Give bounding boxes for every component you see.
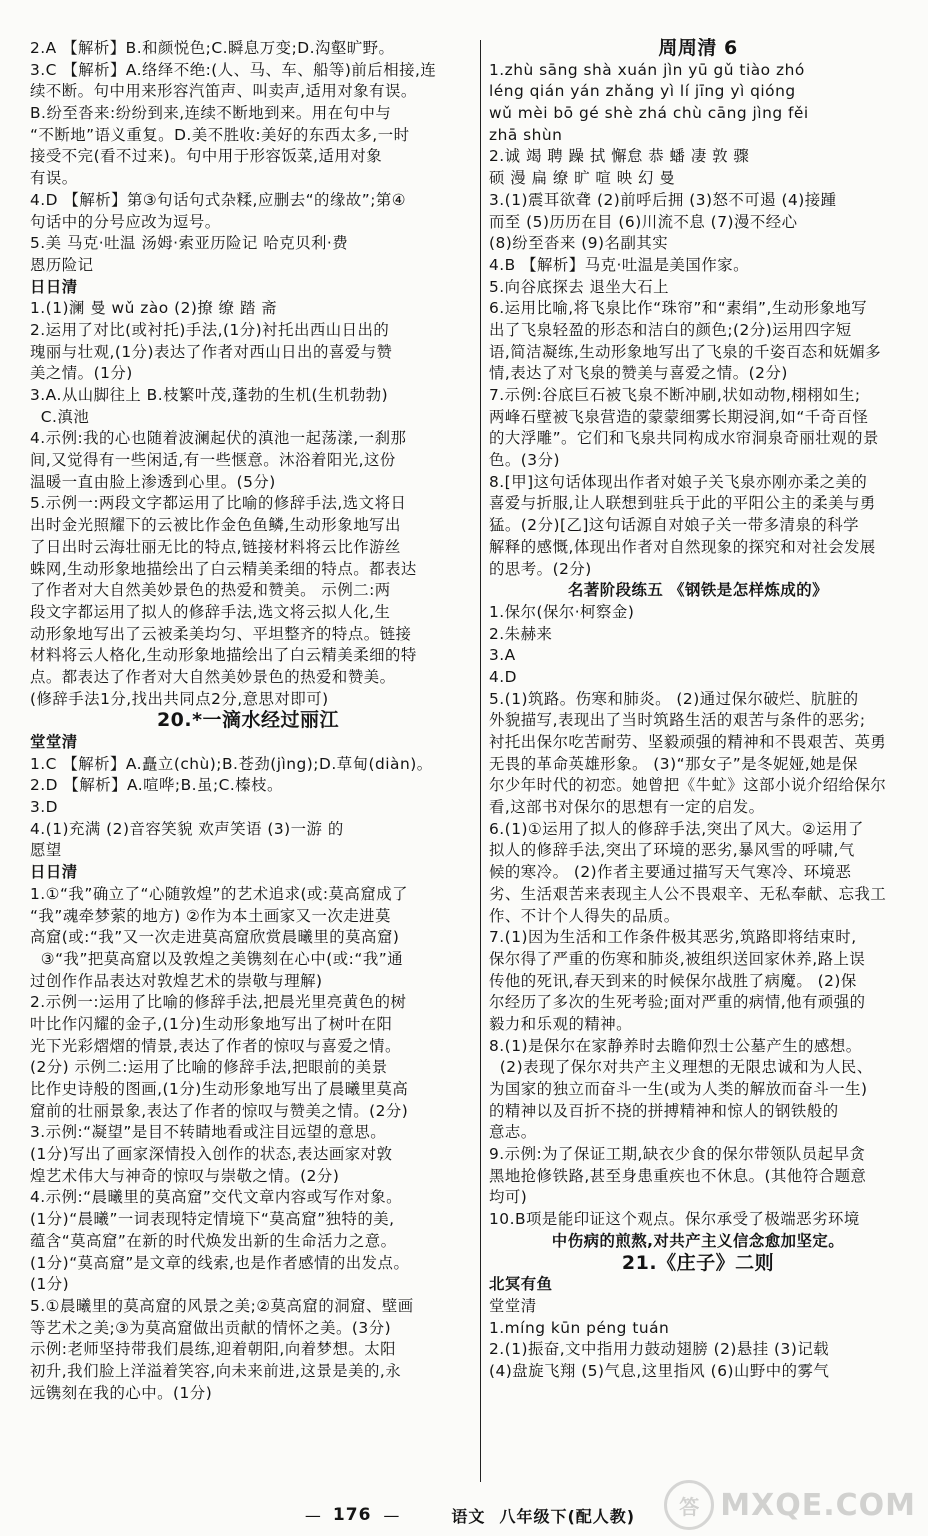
answer-line: 日日清 [30,863,78,882]
answer-line: 2.(1)振奋,文中指用力鼓动翅膀 (2)悬挂 (3)记载 [489,1340,830,1359]
answer-line: 4.B 【解析】马克·吐温是美国作家。 [489,255,749,274]
answer-line: 1.zhù sāng shà xuán jìn yū gǔ tiào zhó [489,60,805,79]
answer-line: 尔经历了多次的生死考验;面对严重的病情,他有顽强的 [489,993,866,1012]
left-column [30,38,466,1492]
answer-line: 恩历险记 [30,255,94,274]
answer-line: 2.诚 竭 聘 躁 拭 懈怠 恭 蟠 凄 敦 骤 [489,147,750,166]
answer-line: “不断地”语义重复。D.美不胜收:美好的东西太多,一时 [30,125,410,144]
answer-line: 愿望 [30,841,62,860]
answer-line: 点。都表达了作者对大自然美妙景色的热爱和赞美。 [30,667,396,686]
answer-line: 4.示例:“晨曦里的莫高窟”交代文章内容或写作对象。 [30,1188,403,1207]
answer-line: 材料将云人格化,生动形象地描绘出了白云精美柔细的特 [30,646,417,665]
answer-line: 初升,我们脸上洋溢着笑容,向未来前进,这景是美的,永 [30,1361,402,1380]
answer-line: (2)表现了保尔对共产主义理想的无限忠诚和为人民、 [489,1058,873,1077]
answer-line: 无畏的革命英雄形象。 (3)“那女子”是冬妮娅,她是保 [489,754,858,773]
section-heading: 20.*一滴水经过丽江 [156,709,340,732]
answer-line: ③“我”把莫高窟以及敦煌之美镌刻在心中(或:“我”通 [30,949,404,968]
answer-line: 等艺术之美;③为莫高窟做出贡献的情怀之美。(3分) [30,1318,392,1337]
answer-line: 3.示例:“凝望”是目不转睛地看或注目远望的意思。 [30,1123,387,1142]
answer-line: (4)盘旋飞翔 (5)气息,这里指风 (6)山野中的雾气 [489,1361,830,1380]
answer-line: 解释的感慨,体现出作者对自然现象的探究和对社会发展 [489,537,876,556]
answer-line: 均可) [489,1188,528,1207]
answer-line: 4.(1)充满 (2)音容笑貌 欢声笑语 (3)一游 的 [30,819,344,838]
answer-line: 有误。 [30,169,78,188]
answer-line: 日日清 [30,277,78,296]
answer-line: 猛。(2分)[乙]这句话源自对娘子关一带多清泉的科学 [489,516,860,535]
footer-subject: 语文 [451,1506,486,1526]
answer-line: 的精神以及百折不挠的拼搏精神和惊人的钢铁般的 [489,1101,839,1120]
answer-line: 喜爱与折服,让人联想到驻兵于此的平阳公主的柔美与勇 [489,494,876,513]
answer-line: 色。(3分) [489,451,560,470]
answer-line: 6.(1)①运用了拟人的修辞手法,突出了风大。②运用了 [489,819,864,838]
answer-line: 了作者对大自然美妙景色的热爱和赞美。 示例二:两 [30,581,391,600]
answer-line: 堂堂清 [30,733,78,751]
answer-line: 的思考。(2分) [489,559,592,578]
answer-line: 情,表达了对飞泉的赞美与喜爱之情。(2分) [489,364,788,383]
answer-line: 3.(1)震耳欲聋 (2)前呼后拥 (3)怒不可遏 (4)接踵 [489,190,837,209]
answer-line: 1.保尔(保尔·柯察金) [489,602,635,621]
footer-grade: 八年级下(配人教) [499,1506,636,1526]
answer-line: 间,又觉得有一些闲适,有一些惬意。沐浴着阳光,这份 [30,451,396,470]
answer-line: 6.运用比喻,将飞泉比作“珠帘”和“素绢”,生动形象地写 [489,299,868,318]
answer-line: 外貌描写,表现出了当时筑路生活的艰苦与条件的恶劣; [489,711,866,730]
answer-line: 4.示例:我的心也随着波澜起伏的滇池一起荡漾,一刹那 [30,429,407,448]
answer-line: 意志。 [489,1123,537,1142]
answer-line: 8.(1)是保尔在家静养时去瞻仰烈士公墓产生的感想。 [489,1036,862,1055]
answer-line: (修辞手法1分,找出共同点2分,意思对即可) [30,689,329,708]
answer-line: 北冥有鱼 [489,1275,553,1294]
answer-line: “我”魂牵梦萦的地方) ②作为本土画家又一次走进莫 [30,906,391,925]
answer-line: 9.示例:为了保证工期,缺衣少食的保尔带领队员起早贪 [489,1145,866,1164]
answer-line: 7.(1)因为生活和工作条件极其恶劣,筑路即将结束时, [489,928,857,947]
answer-line: 续不断。句中用来形容汽笛声、叫卖声,适用对象有误。 [30,82,417,101]
answer-line: 4.D 【解析】第③句话句式杂糅,应删去“的缘故”;第④ [30,190,407,209]
answer-line: 高窟(或:“我”又一次走进莫高窟欣赏晨曦里的莫高窟) [30,928,400,947]
answer-line: 堂堂清 [489,1296,537,1315]
answer-line: (1分)“莫高窟”是文章的线索,也是作者感情的出发点。 [30,1253,410,1272]
answer-line: 蛛网,生动形象地描绘出了白云精美柔细的特点。都表达 [30,559,417,578]
answer-line: 衬托出保尔吃苦耐劳、坚毅顽强的精神和不畏艰苦、英勇 [489,733,887,751]
answer-line: 2.示例一:运用了比喻的修辞手法,把晨光里亮黄色的树 [30,993,407,1012]
answer-line: 3.D [30,798,59,817]
answer-line: 传他的死讯,春天到来的时候保尔战胜了病魔。 (2)保 [489,971,857,990]
answer-line: 光下光彩熠熠的情景,表达了作者的惊叹与喜爱之情。 [30,1036,401,1055]
answer-line: 而至 (5)历历在目 (6)川流不息 (7)漫不经心 [489,212,798,231]
answer-line: léng qián yán zhǎng yì lí jīng yì qióng [489,82,796,101]
answer-line: 比作史诗般的图画,(1分)生动形象地写出了晨曦里莫高 [30,1080,409,1098]
answer-line: 动形象地写出了云被柔美均匀、平坦整齐的特点。链接 [30,624,412,643]
answer-line: 2.朱赫来 [489,624,553,643]
answer-line: 作、不计个人得失的品质。 [489,906,680,925]
answer-line: 煌艺术伟大与神奇的惊叹与崇敬之情。(2分) [30,1166,340,1185]
answer-line: 出时金光照耀下的云被比作金色鱼鳞,生动形象地写出 [30,516,401,535]
watermark-text: MXQE.COM [720,1487,916,1523]
answer-line: 7.示例:谷底巨石被飞泉不断冲刷,状如动物,栩栩如生; [489,386,861,404]
answer-line: 8.[甲]这句话体现出作者对娘子关飞泉亦刚亦柔之美的 [489,472,868,491]
answer-line: 为国家的独立而奋斗一生(或为人类的解放而奋斗一生) [489,1080,868,1098]
answer-line: 看,这部书对保尔的思想有一定的启发。 [489,798,765,817]
answer-line: 两峰石壁被飞泉营造的蒙蒙细雾长期浸润,如“千奇百怪 [489,407,869,426]
answer-line: 美之情。(1分) [30,364,133,383]
section-heading: 周周清 6 [658,38,738,59]
answer-line: 1.①“我”确立了“心随敦煌”的艺术追求(或:莫高窟成了 [30,884,408,903]
answer-line: C.滇池 [30,407,90,426]
answer-line: 过创作作品表达对敦煌艺术的崇敬与理解) [30,971,323,990]
answer-line: 3.C 【解析】A.络绎不绝:(人、马、车、船等)前后相接,连 [30,60,437,79]
answer-line: 硕 漫 扁 缭 旷 喧 映 幻 曼 [489,169,676,188]
answer-line: 劣、生活艰苦来表现主人公不畏艰辛、无私奉献、忘我工 [489,884,887,903]
answer-line: 2.运用了对比(或衬托)手法,(1分)衬托出西山日出的 [30,320,390,339]
column-divider [480,40,481,1482]
answer-line: B.纷至沓来:纷纷到来,连续不断地到来。用在句中与 [30,104,392,123]
answer-line: (1分)写出了画家深情投入创作的状态,表达画家对敦 [30,1145,393,1164]
footer-dash-right: — [383,1505,400,1525]
footer-dash-left: — [304,1505,321,1525]
right-column [489,38,907,1492]
answer-line: 3.A.从山脚往上 B.枝繁叶茂,蓬勃的生机(生机勃勃) [30,386,389,404]
answer-line: 出了飞泉轻盈的形态和洁白的颜色;(2分)运用四字短 [489,320,852,339]
answer-line: 3.A [489,646,516,665]
section-heading: 21.《庄子》二则 [621,1251,775,1274]
answer-line: 2.D 【解析】A.喧哗;B.虽;C.榛枝。 [30,776,283,795]
answer-line: zhā shùn [489,125,563,144]
answer-line: 叶比作闪耀的金子,(1分)生动形象地写出了树叶在阳 [30,1014,393,1033]
answer-line: 接受不完(看不过来)。句中用于形容饭菜,适用对象 [30,147,383,166]
answer-line: 保尔得了严重的伤寒和肺炎,被组织送回家休养,路上误 [489,949,866,968]
answer-line: (8)纷至沓来 (9)名副其实 [489,234,669,253]
answer-line: 1.C 【解析】A.矗立(chù);B.苍劲(jìng);D.草甸(diàn)。 [30,754,433,773]
answer-line: 5.①晨曦里的莫高窟的风景之美;②莫高窟的洞窟、壁画 [30,1296,414,1315]
section-heading: 中伤病的煎熬,对共产主义信念愈加坚定。 [551,1231,845,1250]
answer-line: 10.B项是能印证这个观点。保尔承受了极端恶劣环境 [489,1210,860,1229]
answer-line: 候的寒冷。 (2)作者主要通过描写天气寒冷、环境恶 [489,863,852,882]
answer-line: 5.示例一:两段文字都运用了比喻的修辞手法,选文将日 [30,494,407,513]
answer-line: 1.(1)澜 曼 wǔ zào (2)撩 缭 踏 斋 [30,299,278,318]
answer-line: 的大浮雕”。它们和飞泉共同构成水帘洞泉奇丽壮观的景 [489,429,879,448]
answer-line: 蕴含“莫高窟”在新的时代焕发出新的生命活力之意。 [30,1231,397,1250]
watermark-seal: 答 [664,1480,714,1530]
answer-line: 2.A 【解析】B.和颜悦色;C.瞬息万变;D.沟壑旷野。 [30,39,395,57]
answer-line: (1分) [30,1275,70,1294]
answer-line: wǔ mèi bō gé shè zhá chù cāng jìng fěi [489,104,809,123]
answer-line: (1分)“晨曦”一词表现特定情境下“莫高窟”独特的美, [30,1210,395,1229]
answer-line: 5.向谷底探去 退坐大石上 [489,277,669,296]
watermark-logo [664,1480,916,1530]
answer-line: 黑地抢修铁路,甚至身患重疾也不休息。(其他符合题意 [489,1166,867,1185]
answer-line: 5.美 马克·吐温 汤姆·索亚历险记 哈克贝利·费 [30,234,349,253]
answer-line: 窟前的壮丽景象,表达了作者的惊叹与赞美之情。(2分) [30,1101,409,1120]
answer-line: 1.míng kūn péng tuán [489,1318,670,1337]
answer-line: (2分) 示例二:运用了比喻的修辞手法,把眼前的美景 [30,1058,388,1077]
answer-line: 4.D [489,667,518,686]
answer-line: 瑰丽与壮观,(1分)表达了作者对西山日出的喜爱与赞 [30,342,393,361]
answer-line: 远镌刻在我的心中。(1分) [30,1383,213,1402]
answer-line: 示例:老师坚持带我们晨练,迎着朝阳,向着梦想。太阳 [30,1340,397,1359]
answer-line: 语,简洁凝练,生动形象地写出了飞泉的千姿百态和妩媚多 [489,342,882,361]
page-number: 176 [332,1505,372,1525]
answer-line: 温暖一直由脸上渗透到心里。(5分) [30,472,276,491]
section-heading: 名著阶段练五 《钢铁是怎样炼成的》 [567,581,829,600]
answer-line: 段文字都运用了拟人的修辞手法,选文将云拟人化,生 [30,602,391,621]
answer-line: 了日出时云海壮丽无比的特点,链接材料将云比作游丝 [30,537,401,556]
answer-line: 毅力和乐观的精神。 [489,1014,633,1033]
answer-line: 5.(1)筑路。伤寒和肺炎。 (2)通过保尔破烂、肮脏的 [489,689,859,708]
answer-line: 尔少年时代的初恋。她曾把《牛虻》这部小说介绍给保尔 [489,776,887,795]
answer-line: 句话中的分号应改为逗号。 [30,212,221,231]
answer-line: 拟人的修辞手法,突出了环境的恶劣,暴风雪的呼啸,气 [489,841,855,860]
